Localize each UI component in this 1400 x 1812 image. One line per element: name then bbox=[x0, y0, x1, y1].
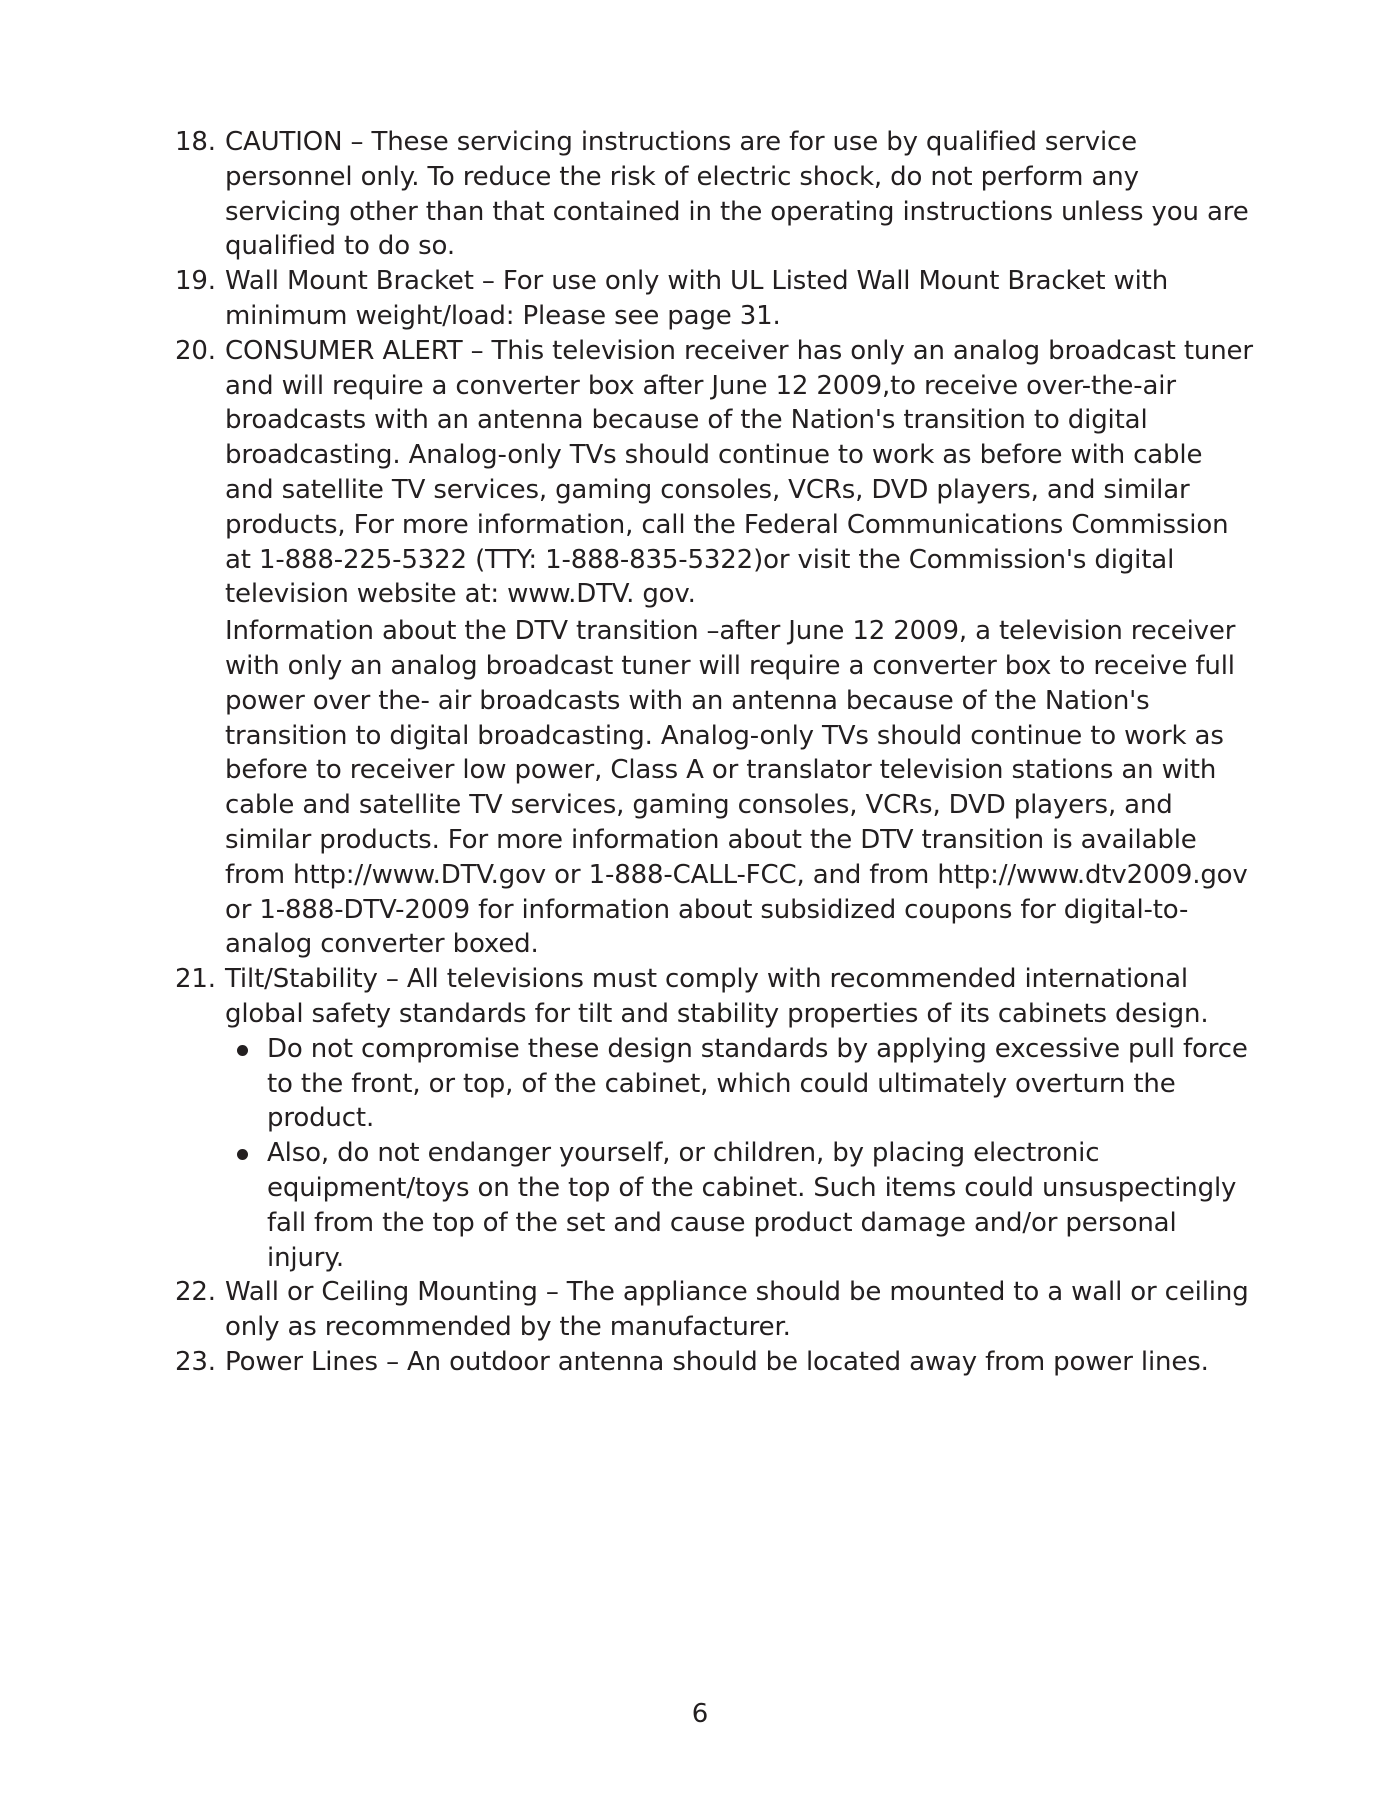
item-number: 19. bbox=[175, 266, 216, 297]
item-number: 21. bbox=[175, 964, 216, 995]
bullet-text: Also, do not endanger yourself, or children, by placing electronic equipment/toys on the top of the cabinet. Such items could unsuspectingly fall from the top of the set and cause product damage and/or personal injury. bbox=[267, 1138, 1237, 1273]
item-text: Power Lines – An outdoor antenna should be located away from power lines. bbox=[225, 1346, 1209, 1377]
bullet-text: Do not compromise these design standards by applying excessive pull force to the front, or top, of the cabinet, which could ultimately overturn the product. bbox=[267, 1033, 1248, 1134]
item-text: Wall Mount Bracket – For use only with UL Listed Wall Mount Bracket with minimum weight/load: Please see page 31. bbox=[225, 266, 1169, 331]
bullet-dot-icon bbox=[237, 1045, 248, 1056]
instruction-item-18 bbox=[175, 125, 1255, 264]
item-number: 20. bbox=[175, 335, 216, 366]
bullet-list bbox=[225, 1032, 1255, 1276]
item-text-dtv-info: Information about the DTV transition –after June 12 2009, a television receiver with only an analog broadcast tuner will require a converter box to receive full power over the- air broadcasts with an antenna because of the Nation's transition to digital broadcasting. Analog-only TVs should continue to work as before to receiver low power, Class A or translator television stations an with cable and satellite TV services, gaming consoles, VCRs, DVD players, and similar products. For more information about the DTV transition is available from http://www.DTV.gov or 1-888-CALL-FCC, and from http://www.dtv2009.gov or 1-888-DTV-2009 for information about subsidized coupons for digital-to-analog converter boxed. bbox=[225, 616, 1248, 960]
bullet-item bbox=[225, 1136, 1255, 1275]
item-number: 23. bbox=[175, 1346, 216, 1377]
instruction-item-19 bbox=[175, 264, 1255, 334]
instruction-item-21 bbox=[175, 962, 1255, 1275]
item-text: CAUTION – These servicing instructions are for use by qualified service personnel only. To reduce the risk of electric shock, do not perform any servicing other than that contained in the operating instructions unless you are qualified to do so. bbox=[225, 127, 1249, 262]
item-text: Tilt/Stability – All televisions must comply with recommended international global safety standards for tilt and stability properties of its cabinets design. bbox=[225, 964, 1209, 1029]
instruction-item-22 bbox=[175, 1275, 1255, 1345]
safety-instructions-list bbox=[175, 125, 1255, 1380]
item-text: CONSUMER ALERT – This television receiver has only an analog broadcast tuner and will require a converter box after June 12 2009,to receive over-the-air broadcasts with an antenna because of the Nation's transition to digital broadcasting. Analog-only TVs should continue to work as before with cable and satellite TV services, gaming consoles, VCRs, DVD players, and similar products, For more information, call the Federal Communications Commission at 1-888-225-5322 (TTY: 1-888-835-5322)or visit the Commission's digital television website at: www.DTV. gov. bbox=[225, 335, 1253, 610]
bullet-dot-icon bbox=[237, 1149, 248, 1160]
instruction-item-20 bbox=[175, 334, 1255, 962]
item-text: Wall or Ceiling Mounting – The appliance should be mounted to a wall or ceiling only as recommended by the manufacturer. bbox=[225, 1277, 1249, 1343]
page-number: 6 bbox=[691, 1699, 709, 1729]
instruction-item-23 bbox=[175, 1345, 1255, 1380]
bullet-item bbox=[225, 1032, 1255, 1136]
item-number: 18. bbox=[175, 127, 216, 157]
item-number: 22. bbox=[175, 1277, 216, 1308]
